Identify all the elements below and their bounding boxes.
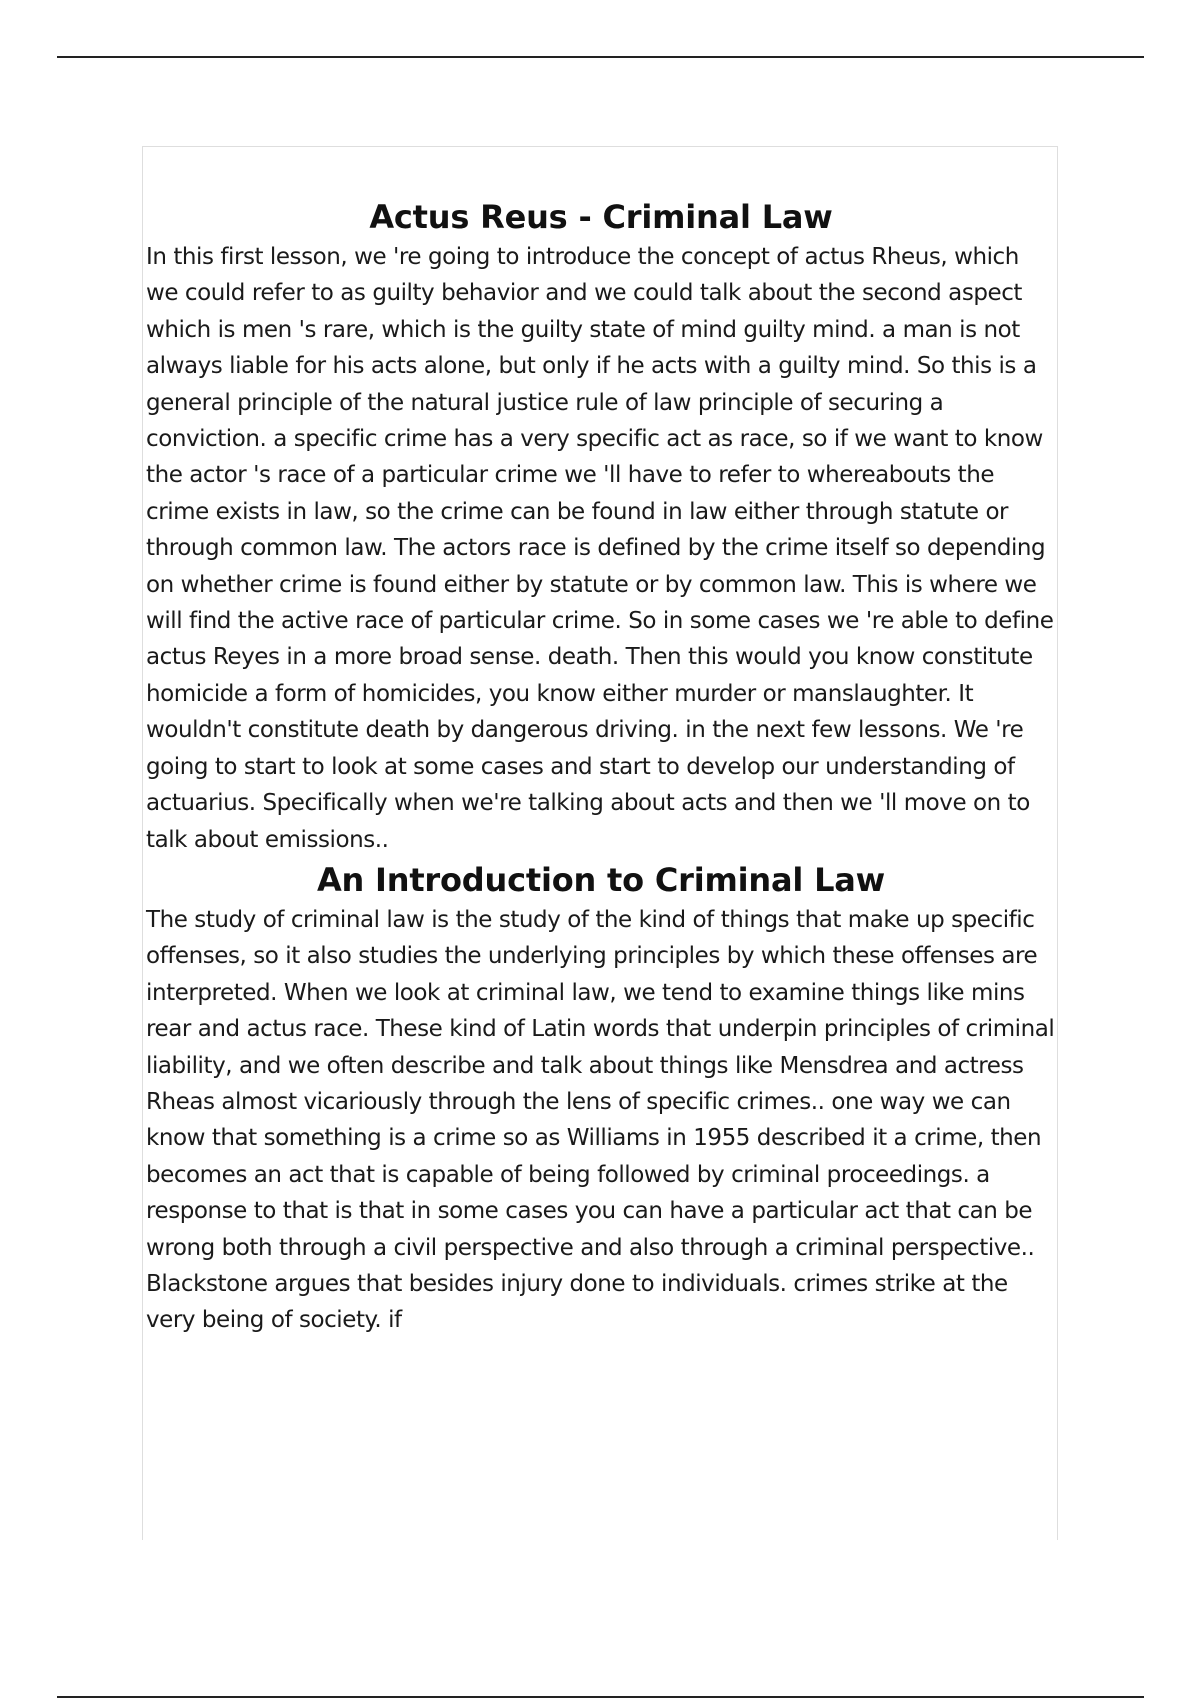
document-content xyxy=(146,195,1056,1339)
document-page xyxy=(142,146,1058,1540)
footer-rule xyxy=(57,1696,1144,1698)
section-title-actus-reus: Actus Reus - Criminal Law xyxy=(369,198,833,236)
header-rule xyxy=(57,56,1144,58)
section-title-introduction: An Introduction to Criminal Law xyxy=(316,860,886,899)
section-body-introduction: The study of criminal law is the study of the kind of things that make up specific offenses, so it also studies the underlying principles by which these offenses are interpreted. When we look at criminal law, we tend to examine things like mins rear and actus race. These kind of Latin words that underpin principles of criminal liability, and we often describe and talk about things like Mensdrea and actress Rheas almost vicariously through the lens of specific crimes.. one way we can know that something is a crime so as Williams in 1955 described it a crime, then becomes an act that is capable of being followed by criminal proceedings. a response to that is that in some cases you can have a particular act that can be wrong both through a civil perspective and also through a criminal perspective.. Blackstone argues that besides injury done to individuals. crimes strike at the very being of society. if xyxy=(146,906,1055,1334)
section-body-actus-reus: In this first lesson, we 're going to introduce the concept of actus Rheus, which we could refer to as guilty behavior and we could talk about the second aspect which is men 's rare, which is the guilty state of mind guilty mind. a man is not always liable for his acts alone, but only if he acts with a guilty mind. So this is a general principle of the natural justice rule of law principle of securing a conviction. a specific crime has a very specific act as race, so if we want to know the actor 's race of a particular crime we 'll have to refer to whereabouts the crime exists in law, so the crime can be found in law either through statute or through common law. The actors race is defined by the crime itself so depending on whether crime is found either by statute or by common law. This is where we will find the active race of particular crime. So in some cases we 're able to define actus Reyes in a more broad sense. death. Then this would you know constitute homicide a form of homicides, you know either murder or manslaughter. It wouldn't constitute death by dangerous driving. in the next few lessons. We 're going to start to look at some cases and start to develop our understanding of actuarius. Specifically when we're talking about acts and then we 'll move on to talk about emissions.. xyxy=(146,244,1054,853)
